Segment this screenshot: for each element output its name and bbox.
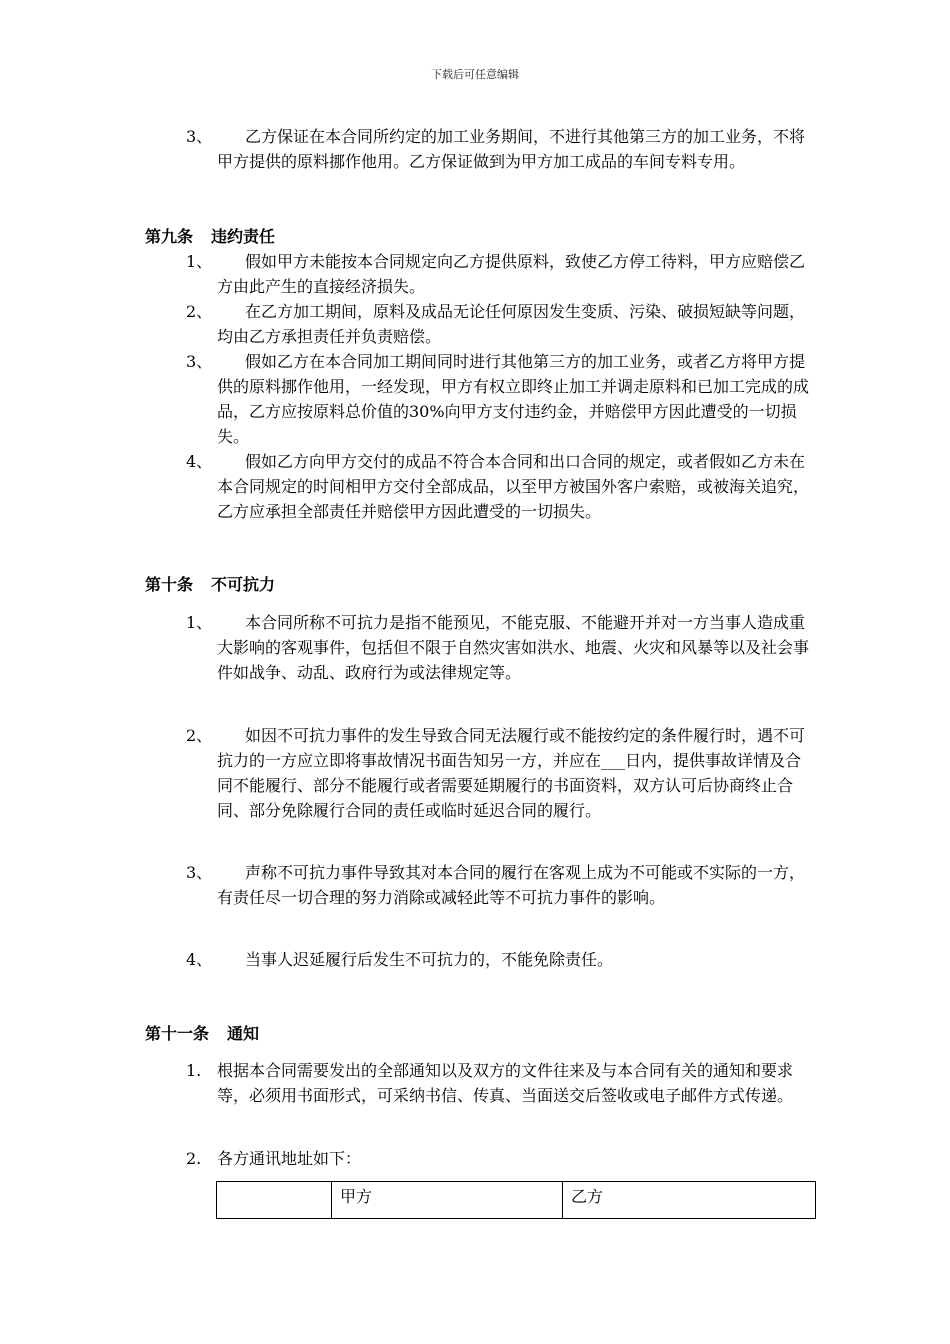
list-item [186, 610, 810, 685]
item-number: 1、 [186, 613, 213, 632]
article-title: 通知 [227, 1024, 260, 1043]
item-text: 如因不可抗力事件的发生导致合同无法履行或不能按约定的条件履行时，遇不可抗力的一方应立即将事故情况书面告知另一方，并应在___日内，提供事故详情及合同不能履行、部分不能履行或者需要延期履行的书面资料，双方认可后协商终止合同、部分免除履行合同的责任或临时延迟合同的履行。 [217, 726, 806, 820]
item-number: 2. [186, 1149, 202, 1168]
list-item [186, 860, 810, 910]
item-text: 本合同所称不可抗力是指不能预见，不能克服、不能避开并对一方当事人造成重大影响的客观事件，包括但不限于自然灾害如洪水、地震、火灾和风暴等以及社会事件如战争、动乱、政府行为或法律规定等。 [217, 613, 810, 682]
article-title: 不可抗力 [211, 575, 276, 594]
article-label: 第九条 [145, 227, 194, 246]
item-number: 3、 [186, 127, 213, 146]
table-row [217, 1182, 816, 1219]
list-item [186, 723, 810, 823]
item-text: 根据本合同需要发出的全部通知以及双方的文件往来及与本合同有关的通知和要求等，必须用书面形式，可采纳书信、传真、当面送交后签收或电子邮件方式传递。 [217, 1061, 794, 1105]
item-number: 1、 [186, 252, 213, 271]
item-text: 声称不可抗力事件导致其对本合同的履行在客观上成为不可能或不实际的一方，有责任尽一切合理的努力消除或减轻此等不可抗力事件的影响。 [217, 863, 806, 907]
item-number: 2、 [186, 302, 213, 321]
table-header-cell-party-a: 甲方 [332, 1182, 563, 1219]
item-text: 假如甲方未能按本合同规定向乙方提供原料，致使乙方停工待料，甲方应赔偿乙方由此产生的直接经济损失。 [217, 252, 806, 296]
address-table [216, 1181, 816, 1219]
item-text: 假如乙方向甲方交付的成品不符合本合同和出口合同的规定，或者假如乙方未在本合同规定的时间相甲方交付全部成品，以至甲方被国外客户索赔，或被海关追究，乙方应承担全部责任并赔偿甲方因此遭受的一切损失。 [217, 452, 810, 521]
list-item [186, 124, 810, 174]
list-item [186, 1058, 810, 1108]
item-text: 乙方保证在本合同所约定的加工业务期间，不进行其他第三方的加工业务，不将甲方提供的原料挪作他用。乙方保证做到为甲方加工成品的车间专料专用。 [217, 127, 806, 171]
list-item [186, 1146, 810, 1171]
table-header-cell [217, 1182, 332, 1219]
list-item [186, 449, 810, 524]
item-number: 3、 [186, 863, 213, 882]
section-heading-article11 [145, 1021, 259, 1046]
section-heading-article9 [145, 224, 275, 249]
table-header-cell-party-b: 乙方 [563, 1182, 816, 1219]
list-item [186, 947, 810, 972]
item-number: 1. [186, 1061, 202, 1080]
item-number: 2、 [186, 726, 213, 745]
item-number: 4、 [186, 950, 213, 969]
list-item [186, 299, 810, 349]
item-text: 假如乙方在本合同加工期间同时进行其他第三方的加工业务，或者乙方将甲方提供的原料挪作他用，一经发现，甲方有权立即终止加工并调走原料和已加工完成的成品，乙方应按原料总价值的30%向甲方支付违约金，并赔偿甲方因此遭受的一切损失。 [217, 352, 810, 446]
section-heading-article10 [145, 572, 275, 597]
article-label: 第十条 [145, 575, 194, 594]
item-number: 3、 [186, 352, 213, 371]
list-item [186, 249, 810, 299]
article-label: 第十一条 [145, 1024, 210, 1043]
list-item [186, 349, 810, 449]
item-number: 4、 [186, 452, 213, 471]
item-text: 各方通讯地址如下： [217, 1149, 362, 1168]
item-text: 在乙方加工期间，原料及成品无论任何原因发生变质、污染、破损短缺等问题，均由乙方承担责任并负责赔偿。 [217, 302, 806, 346]
page-header: 下载后可任意编辑 [431, 68, 519, 81]
article-title: 违约责任 [211, 227, 276, 246]
item-text: 当事人迟延履行后发生不可抗力的，不能免除责任。 [245, 950, 614, 969]
